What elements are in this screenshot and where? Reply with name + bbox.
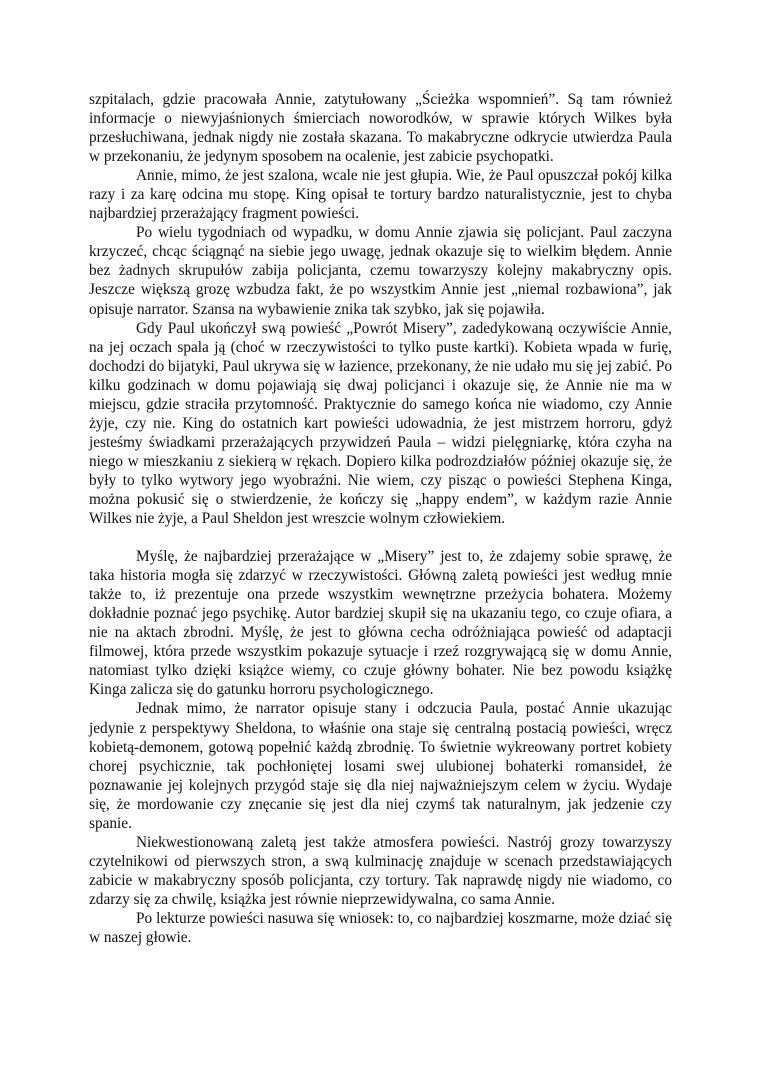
- paragraph: Myślę, że najbardziej przerażające w „Misery” jest to, że zdajemy sobie sprawę, że taka historia mogła się zdarzyć w rzeczywistości. Główną zaletą powieści jest według mnie także to, iż prezentuje ona przede wszystkim wewnętrzne przeżycia bohatera. Możemy dokładnie poznać jego psychikę. Autor bardziej skupił się na ukazaniu tego, co czuje ofiara, a nie na aktach zbrodni. Myślę, że jest to główna cecha odróżniająca powieść od adaptacji filmowej, która przede wszystkim pokazuje sytuacje i rzeź rozgrywającą się w domu Annie, natomiast tylko dzięki książce wiemy, co czuje główny bohater. Nie bez powodu książkę Kinga zalicza się do gatunku horroru psychologicznego.: [89, 548, 672, 699]
- paragraph: Po wielu tygodniach od wypadku, w domu Annie zjawia się policjant. Paul zaczyna krzyczeć, chcąc ściągnąć na siebie jego uwagę, jednak okazuje się to wielkim błędem. Annie bez żadnych skrupułów zabija policjanta, czemu towarzyszy kolejny makabryczny opis. Jeszcze większą grozę wzbudza fakt, że po wszystkim Annie jest „niemal rozbawiona”, jak opisuje narrator. Szansa na wybawienie znika tak szybko, jak się pojawiła.: [89, 224, 672, 318]
- paragraph-spacer: [89, 528, 672, 547]
- document-page: [89, 90, 672, 947]
- paragraph-continuation: szpitalach, gdzie pracowała Annie, zatytułowany „Ścieżka wspomnień”. Są tam również informacje o niewyjaśnionych śmierciach noworodków, w sprawie których Wilkes była przesłuchiwana, jednak nigdy nie została skazana. To makabryczne odkrycie utwierdza Paula w przekonaniu, że jedynym sposobem na ocalenie, jest zabicie psychopatki.: [89, 91, 672, 166]
- paragraph: Gdy Paul ukończył swą powieść „Powrót Misery”, zadedykowaną oczywiście Annie, na jej oczach spala ją (choć w rzeczywistości to tylko puste kartki). Kobieta wpada w furię, dochodzi do bijatyki, Paul ukrywa się w łazience, przekonany, że nie udało mu się jej zabić. Po kilku godzinach w domu pojawiają się dwaj policjanci i okazuje się, że Annie nie ma w miejscu, gdzie straciła przytomność. Praktycznie do samego końca nie wiadomo, czy Annie żyje, czy nie. King do ostatnich kart powieści udowadnia, że jest mistrzem horroru, gdyż jesteśmy świadkami przerażających przywidzeń Paula – widzi pielęgniarkę, która czyha na niego w mieszkaniu z siekierą w rękach. Dopiero kilka podrozdziałów później okazuje się, że były to tylko wytwory jego wyobraźni. Nie wiem, czy pisząc o powieści Stephena Kinga, można pokusić się o stwierdzenie, że kończy się „happy endem”, w każdym razie Annie Wilkes nie żyje, a Paul Sheldon jest wreszcie wolnym człowiekiem.: [89, 319, 672, 528]
- paragraph: Po lekturze powieści nasuwa się wniosek: to, co najbardziej koszmarne, może dziać się w naszej głowie.: [89, 909, 672, 947]
- paragraph: Niekwestionowaną zaletą jest także atmosfera powieści. Nastrój grozy towarzyszy czytelnikowi od pierwszych stron, a swą kulminację znajduje w scenach przedstawiających zabicie w makabryczny sposób policjanta, czy tortury. Tak naprawdę nigdy nie wiadomo, co zdarzy się za chwilę, książka jest równie nieprzewidywalna, co sama Annie.: [89, 833, 672, 908]
- paragraph: Annie, mimo, że jest szalona, wcale nie jest głupia. Wie, że Paul opuszczał pokój kilka razy i za karę odcina mu stopę. King opisał te tortury bardzo naturalistycznie, jest to chyba najbardziej przerażający fragment powieści.: [89, 167, 672, 223]
- paragraph: Jednak mimo, że narrator opisuje stany i odczucia Paula, postać Annie ukazując jedynie z perspektywy Sheldona, to właśnie ona staje się centralną postacią powieści, wręcz kobietą-demonem, gotową popełnić każdą zbrodnię. To świetnie wykreowany portret kobiety chorej psychicznie, tak pochłoniętej losami swej ulubionej bohaterki romansideł, że poznawanie jej kolejnych przygód staje się dla niej najważniejszym celem w życiu. Wydaje się, że mordowanie czy znęcanie się jest dla niej czymś tak naturalnym, jak jedzenie czy spanie.: [89, 700, 672, 832]
